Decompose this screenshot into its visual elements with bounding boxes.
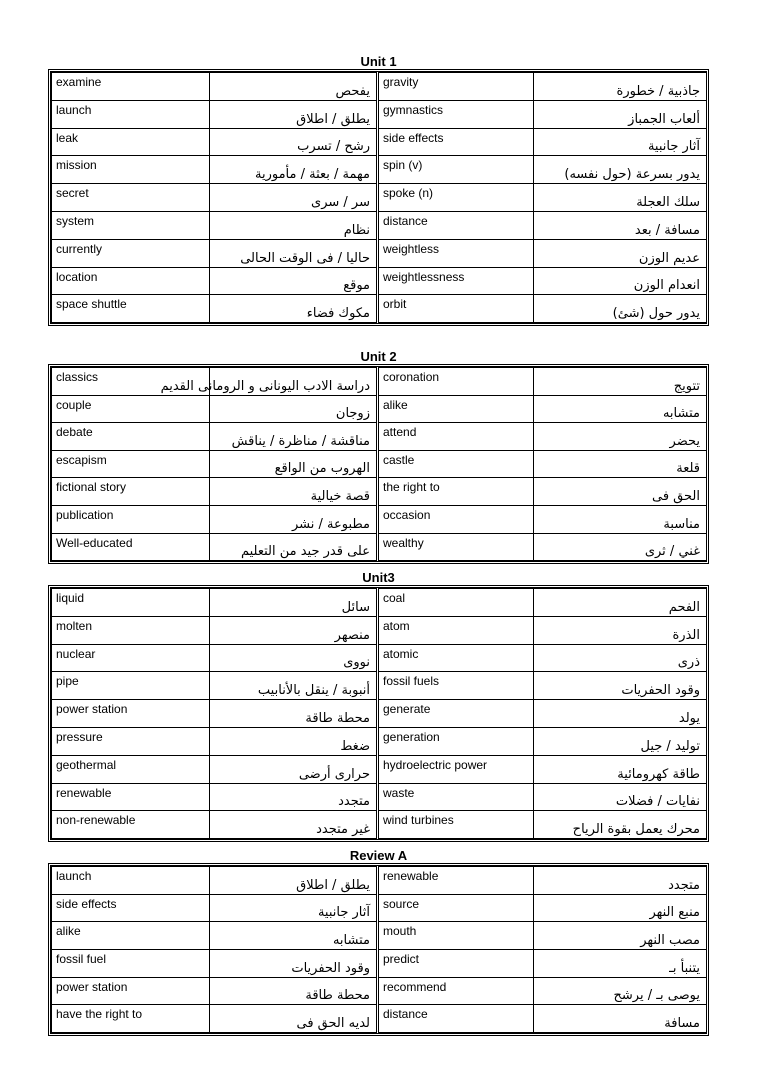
arabic-meaning: آثار جانبية: [210, 894, 378, 922]
unit-2-section: [48, 350, 709, 564]
vocab-table-frame: [48, 69, 709, 326]
arabic-meaning: وقود الحفريات: [210, 950, 378, 978]
arabic-meaning: يحضر: [534, 423, 707, 451]
vocab-row: [52, 239, 707, 267]
english-term: waste: [378, 783, 534, 811]
english-term: mouth: [378, 922, 534, 950]
arabic-meaning: محطة طاقة: [210, 700, 378, 728]
arabic-meaning: جاذبية / خطورة: [534, 73, 707, 101]
arabic-meaning: مصب النهر: [534, 922, 707, 950]
english-term: atom: [378, 616, 534, 644]
arabic-meaning: متشابه: [534, 395, 707, 423]
english-term: debate: [52, 423, 210, 451]
vocab-row: [52, 1005, 707, 1033]
arabic-meaning: سر / سرى: [210, 184, 378, 212]
vocab-row: [52, 867, 707, 895]
english-term: alike: [52, 922, 210, 950]
english-term: predict: [378, 950, 534, 978]
vocab-table: [51, 588, 707, 839]
english-term: secret: [52, 184, 210, 212]
arabic-meaning: نفايات / فضلات: [534, 783, 707, 811]
english-term: hydroelectric power: [378, 755, 534, 783]
vocab-row: [52, 128, 707, 156]
arabic-meaning: مسافة / بعد: [534, 211, 707, 239]
arabic-meaning: وقود الحفريات: [534, 672, 707, 700]
arabic-meaning: على قدر جيد من التعليم: [210, 533, 378, 561]
vocab-rows: [52, 589, 707, 839]
arabic-meaning: الفحم: [534, 589, 707, 617]
arabic-meaning: أنبوبة / ينقل بالأنابيب: [210, 672, 378, 700]
arabic-meaning: غني / ثرى: [534, 533, 707, 561]
arabic-meaning: محطة طاقة: [210, 977, 378, 1005]
english-term: nuclear: [52, 644, 210, 672]
english-term: distance: [378, 211, 534, 239]
arabic-meaning: ذرى: [534, 644, 707, 672]
arabic-meaning: قصة خيالية: [210, 478, 378, 506]
arabic-meaning: الحق فى: [534, 478, 707, 506]
arabic-meaning: زوجان: [210, 395, 378, 423]
arabic-meaning: يوصى بـ / يرشح: [534, 977, 707, 1005]
arabic-meaning: محرك يعمل بقوة الرياح: [534, 811, 707, 839]
arabic-meaning: سائل: [210, 589, 378, 617]
arabic-meaning: نظام: [210, 211, 378, 239]
arabic-meaning: الذرة: [534, 616, 707, 644]
english-term: generation: [378, 727, 534, 755]
english-term: launch: [52, 100, 210, 128]
arabic-meaning: يتنبأ بـ: [534, 950, 707, 978]
english-term: pressure: [52, 727, 210, 755]
english-term: renewable: [378, 867, 534, 895]
vocab-row: [52, 368, 707, 396]
english-term: escapism: [52, 450, 210, 478]
arabic-meaning: مكوك فضاء: [210, 295, 378, 323]
arabic-meaning: متجدد: [534, 867, 707, 895]
arabic-meaning: منصهر: [210, 616, 378, 644]
vocab-table-frame: [48, 863, 709, 1036]
english-term: fossil fuels: [378, 672, 534, 700]
arabic-meaning: رشح / تسرب: [210, 128, 378, 156]
english-term: coal: [378, 589, 534, 617]
arabic-meaning: حرارى أرضى: [210, 755, 378, 783]
vocab-table-frame: [48, 364, 709, 564]
arabic-meaning: متجدد: [210, 783, 378, 811]
english-term: atomic: [378, 644, 534, 672]
english-term: space shuttle: [52, 295, 210, 323]
english-term: attend: [378, 423, 534, 451]
vocab-rows: [52, 73, 707, 323]
english-term: liquid: [52, 589, 210, 617]
arabic-meaning: آثار جانبية: [534, 128, 707, 156]
vocab-row: [52, 267, 707, 295]
arabic-meaning: حاليا / فى الوقت الحالى: [210, 239, 378, 267]
arabic-meaning: يدور بسرعة (حول نفسه): [534, 156, 707, 184]
english-term: occasion: [378, 505, 534, 533]
vocab-table: [51, 72, 707, 323]
vocab-row: [52, 616, 707, 644]
vocab-table: [51, 866, 707, 1033]
english-term: geothermal: [52, 755, 210, 783]
english-term: examine: [52, 73, 210, 101]
english-term: castle: [378, 450, 534, 478]
arabic-meaning: عديم الوزن: [534, 239, 707, 267]
english-term: gravity: [378, 73, 534, 101]
vocab-row: [52, 211, 707, 239]
arabic-meaning: تتويج: [534, 368, 707, 396]
unit-3-section: [48, 571, 709, 842]
arabic-meaning: سلك العجلة: [534, 184, 707, 212]
english-term: have the right to: [52, 1005, 210, 1033]
arabic-meaning: توليد / جيل: [534, 727, 707, 755]
english-term: weightless: [378, 239, 534, 267]
vocab-row: [52, 589, 707, 617]
arabic-meaning: انعدام الوزن: [534, 267, 707, 295]
unit-1-section: [48, 55, 709, 326]
vocab-row: [52, 100, 707, 128]
vocab-row: [52, 755, 707, 783]
arabic-meaning: مناقشة / مناظرة / يناقش: [210, 423, 378, 451]
arabic-meaning: الهروب من الواقع: [210, 450, 378, 478]
arabic-meaning: مناسبة: [534, 505, 707, 533]
arabic-meaning: ألعاب الجمباز: [534, 100, 707, 128]
vocab-row: [52, 295, 707, 323]
arabic-meaning: يولد: [534, 700, 707, 728]
english-term: generate: [378, 700, 534, 728]
vocab-row: [52, 505, 707, 533]
vocab-row: [52, 423, 707, 451]
english-term: recommend: [378, 977, 534, 1005]
vocab-row: [52, 811, 707, 839]
vocab-row: [52, 450, 707, 478]
arabic-meaning: ضغط: [210, 727, 378, 755]
english-term: spoke (n): [378, 184, 534, 212]
vocab-row: [52, 184, 707, 212]
english-term: weightlessness: [378, 267, 534, 295]
vocab-row: [52, 533, 707, 561]
vocab-table-frame: [48, 585, 709, 842]
english-term: non-renewable: [52, 811, 210, 839]
unit-title: Unit 1: [360, 54, 397, 69]
english-term: coronation: [378, 368, 534, 396]
english-term: pipe: [52, 672, 210, 700]
english-term: leak: [52, 128, 210, 156]
arabic-meaning: يفحص: [210, 73, 378, 101]
arabic-meaning: مطبوعة / نشر: [210, 505, 378, 533]
vocab-row: [52, 156, 707, 184]
vocab-row: [52, 977, 707, 1005]
vocab-rows: [52, 368, 707, 561]
english-term: side effects: [52, 894, 210, 922]
arabic-meaning: موقع: [210, 267, 378, 295]
vocab-row: [52, 644, 707, 672]
english-term: source: [378, 894, 534, 922]
unit-title: Review A: [349, 848, 408, 863]
english-term: power station: [52, 977, 210, 1005]
arabic-meaning: لديه الحق فى: [210, 1005, 378, 1033]
vocab-table: [51, 367, 707, 561]
vocab-row: [52, 700, 707, 728]
english-term: wind turbines: [378, 811, 534, 839]
english-term: couple: [52, 395, 210, 423]
english-term: orbit: [378, 295, 534, 323]
english-term: launch: [52, 867, 210, 895]
english-term: wealthy: [378, 533, 534, 561]
english-term: renewable: [52, 783, 210, 811]
vocab-row: [52, 672, 707, 700]
vocab-row: [52, 727, 707, 755]
arabic-meaning: طاقة كهرومائية: [534, 755, 707, 783]
arabic-meaning: غير متجدد: [210, 811, 378, 839]
english-term: location: [52, 267, 210, 295]
arabic-meaning: يطلق / اطلاق: [210, 867, 378, 895]
arabic-meaning: نووى: [210, 644, 378, 672]
vocab-row: [52, 395, 707, 423]
vocab-row: [52, 922, 707, 950]
unit-title: Unit3: [362, 570, 395, 585]
english-term: alike: [378, 395, 534, 423]
english-term: power station: [52, 700, 210, 728]
english-term: mission: [52, 156, 210, 184]
vocab-rows: [52, 867, 707, 1033]
english-term: the right to: [378, 478, 534, 506]
english-term: molten: [52, 616, 210, 644]
english-term: currently: [52, 239, 210, 267]
arabic-meaning: دراسة الادب اليونانى و الرومانى القديم: [210, 368, 378, 396]
english-term: system: [52, 211, 210, 239]
review-a-section: [48, 849, 709, 1036]
vocab-row: [52, 894, 707, 922]
arabic-meaning: منبع النهر: [534, 894, 707, 922]
english-term: classics: [52, 368, 210, 396]
english-term: spin (v): [378, 156, 534, 184]
english-term: publication: [52, 505, 210, 533]
english-term: Well-educated: [52, 533, 210, 561]
arabic-meaning: مهمة / بعثة / مأمورية: [210, 156, 378, 184]
vocab-row: [52, 783, 707, 811]
arabic-meaning: مسافة: [534, 1005, 707, 1033]
english-term: fossil fuel: [52, 950, 210, 978]
arabic-meaning: يطلق / اطلاق: [210, 100, 378, 128]
english-term: distance: [378, 1005, 534, 1033]
arabic-meaning: متشابه: [210, 922, 378, 950]
unit-title: Unit 2: [360, 349, 397, 364]
arabic-meaning: يدور حول (شئ): [534, 295, 707, 323]
vocab-row: [52, 950, 707, 978]
arabic-meaning: قلعة: [534, 450, 707, 478]
vocab-row: [52, 73, 707, 101]
english-term: side effects: [378, 128, 534, 156]
english-term: gymnastics: [378, 100, 534, 128]
vocab-row: [52, 478, 707, 506]
english-term: fictional story: [52, 478, 210, 506]
